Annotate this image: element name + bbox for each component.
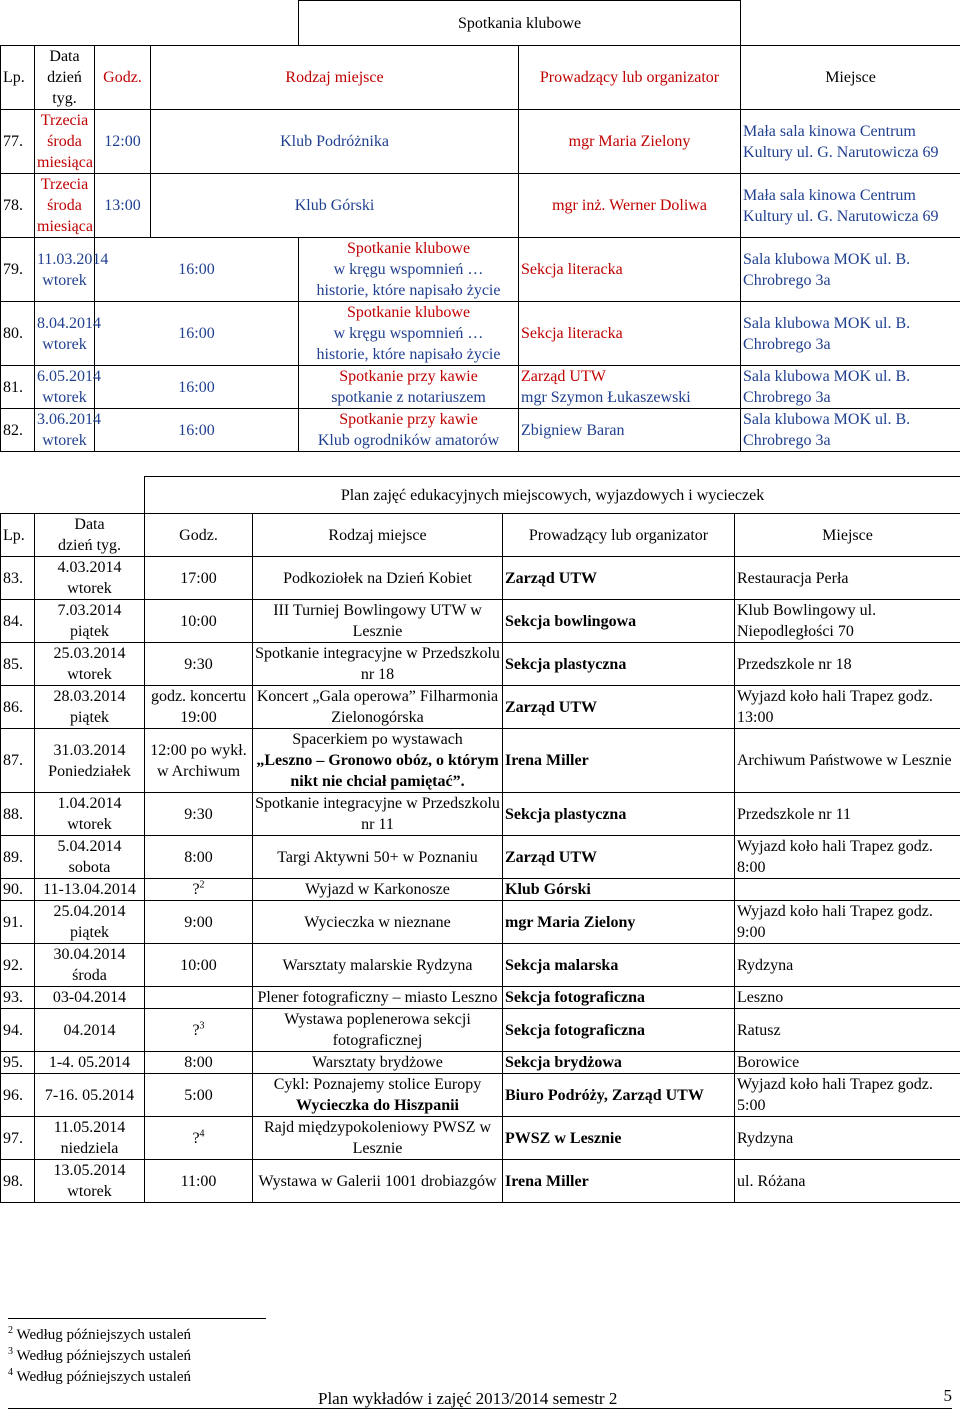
- row-type: Rajd międzypokoleniowy PWSZ w Lesznie: [253, 1117, 503, 1160]
- header-lp: Lp.: [1, 514, 35, 557]
- row-place: Przedszkole nr 18: [735, 643, 960, 686]
- footer-rule: [8, 1408, 952, 1409]
- row-date: 30.04.2014 środa: [35, 944, 145, 987]
- row-type-line2: Klub ogrodników amatorów: [317, 432, 500, 449]
- row-organizer: Sekcja literacka: [519, 302, 741, 366]
- row-time: [145, 879, 253, 901]
- row-type: [299, 409, 519, 452]
- row-type: Warsztaty brydżowe: [253, 1052, 503, 1074]
- row-organizer: Irena Miller: [503, 1160, 735, 1203]
- row-time: 12:00: [95, 110, 151, 174]
- row-type-line3: historie, które napisało życie: [316, 346, 501, 363]
- table-row: [1, 1009, 960, 1052]
- row-time: 11:00: [145, 1160, 253, 1203]
- row-type-line1: Cykl: Poznajemy stolice Europy: [273, 1076, 482, 1093]
- table-row: [1, 600, 960, 643]
- row-organizer: Sekcja fotograficzna: [503, 987, 735, 1009]
- row-number: 83.: [1, 557, 35, 600]
- row-place: [735, 879, 960, 901]
- header-org: Prowadzący lub organizator: [519, 46, 741, 110]
- row-date: Trzecia środa miesiąca: [35, 174, 95, 238]
- row-organizer: Zarząd UTW: [503, 686, 735, 729]
- row-type: Klub Podróżnika: [151, 110, 519, 174]
- row-place: Przedszkole nr 11: [735, 793, 960, 836]
- row-place: Wyjazd koło hali Trapez godz. 13:00: [735, 686, 960, 729]
- section-title: Spotkania klubowe: [299, 1, 741, 46]
- row-type-line2: spotkanie z notariuszem: [331, 389, 486, 406]
- footnote-number: 3: [8, 1346, 13, 1357]
- row-organizer: Biuro Podróży, Zarząd UTW: [503, 1074, 735, 1117]
- row-time: 8:00: [145, 1052, 253, 1074]
- header-type: Rodzaj miejsce: [253, 514, 503, 557]
- row-time: 12:00 po wykł. w Archiwum: [145, 729, 253, 793]
- row-number: 84.: [1, 600, 35, 643]
- row-organizer: PWSZ w Lesznie: [503, 1117, 735, 1160]
- table-row: [1, 793, 960, 836]
- row-time: 10:00: [145, 944, 253, 987]
- row-time: [145, 987, 253, 1009]
- row-place: Sala klubowa MOK ul. B. Chrobrego 3a: [741, 238, 960, 302]
- row-number: 93.: [1, 987, 35, 1009]
- row-type-line1: Spotkanie klubowe: [346, 304, 471, 321]
- row-type-line2: w kręgu wspomnień …: [333, 261, 484, 278]
- row-type: Spotkanie integracyjne w Przedszkolu nr 11: [253, 793, 503, 836]
- row-place: Rydzyna: [735, 944, 960, 987]
- footnote-text: Według późniejszych ustaleń: [16, 1327, 192, 1343]
- row-date: 25.03.2014 wtorek: [35, 643, 145, 686]
- table-row: [1, 409, 960, 452]
- row-type: Podkoziołek na Dzień Kobiet: [253, 557, 503, 600]
- club-meetings-table: [0, 0, 960, 452]
- row-place: Wyjazd koło hali Trapez godz. 9:00: [735, 901, 960, 944]
- row-time: 5:00: [145, 1074, 253, 1117]
- row-date: 3.06.2014 wtorek: [35, 409, 95, 452]
- row-date: 8.04.2014 wtorek: [35, 302, 95, 366]
- row-type: Wyjazd w Karkonosze: [253, 879, 503, 901]
- table-row: [1, 901, 960, 944]
- row-date: 11.05.2014 niedziela: [35, 1117, 145, 1160]
- page-number: 5: [943, 1386, 952, 1405]
- row-number: 77.: [1, 110, 35, 174]
- row-type: Targi Aktywni 50+ w Poznaniu: [253, 836, 503, 879]
- header-time: Godz.: [145, 514, 253, 557]
- row-time: 16:00: [95, 366, 299, 409]
- row-date: 7.03.2014 piątek: [35, 600, 145, 643]
- row-type: Spotkanie integracyjne w Przedszkolu nr 18: [253, 643, 503, 686]
- table-row: [1, 174, 960, 238]
- footnote-text: Według późniejszych ustaleń: [16, 1348, 192, 1364]
- row-time: 13:00: [95, 174, 151, 238]
- row-date: 11-13.04.2014: [35, 879, 145, 901]
- row-type: Plener fotograficzny – miasto Leszno: [253, 987, 503, 1009]
- table-row: [1, 987, 960, 1009]
- footnote-separator: [8, 1318, 266, 1319]
- row-organizer-line1: Zarząd UTW: [521, 368, 606, 385]
- header-time: Godz.: [95, 46, 151, 110]
- row-date: 04.2014: [35, 1009, 145, 1052]
- row-type-line1: Spotkanie klubowe: [346, 240, 471, 257]
- table-row: [1, 729, 960, 793]
- table-row: [1, 1160, 960, 1203]
- row-organizer: Sekcja fotograficzna: [503, 1009, 735, 1052]
- row-time: 9:00: [145, 901, 253, 944]
- row-place: Wyjazd koło hali Trapez godz. 8:00: [735, 836, 960, 879]
- row-type: [299, 302, 519, 366]
- table-row: [1, 836, 960, 879]
- row-time-value: ?: [192, 1021, 200, 1039]
- row-time: godz. koncertu 19:00: [145, 686, 253, 729]
- row-date: 5.04.2014 sobota: [35, 836, 145, 879]
- section-title: Plan zajęć edukacyjnych miejscowych, wyjazdowych i wycieczek: [145, 477, 960, 514]
- footnote: [8, 1346, 191, 1366]
- table-row: [1, 643, 960, 686]
- footnote-ref: 2: [199, 879, 205, 891]
- row-date: 13.05.2014 wtorek: [35, 1160, 145, 1203]
- row-date: 7-16. 05.2014: [35, 1074, 145, 1117]
- row-organizer: mgr Maria Zielony: [503, 901, 735, 944]
- row-type-line1: Spotkanie przy kawie: [339, 411, 478, 428]
- row-number: 80.: [1, 302, 35, 366]
- row-place: Sala klubowa MOK ul. B. Chrobrego 3a: [741, 366, 960, 409]
- row-time: 16:00: [95, 302, 299, 366]
- row-organizer: Zbigniew Baran: [519, 409, 741, 452]
- table-row: [1, 302, 960, 366]
- table-row: [1, 686, 960, 729]
- row-number: 90.: [1, 879, 35, 901]
- row-place: Mała sala kinowa Centrum Kultury ul. G. Narutowicza 69: [741, 174, 960, 238]
- row-number: 97.: [1, 1117, 35, 1160]
- row-type-line2: Wycieczka do Hiszpanii: [296, 1097, 459, 1114]
- row-time: 8:00: [145, 836, 253, 879]
- row-place: Sala klubowa MOK ul. B. Chrobrego 3a: [741, 302, 960, 366]
- row-number: 85.: [1, 643, 35, 686]
- row-date: Trzecia środa miesiąca: [35, 110, 95, 174]
- row-number: 92.: [1, 944, 35, 987]
- row-organizer-line2: mgr Szymon Łukaszewski: [521, 389, 691, 406]
- row-time: [145, 1009, 253, 1052]
- row-organizer: mgr inż. Werner Doliwa: [519, 174, 741, 238]
- table-row: [1, 1074, 960, 1117]
- row-place: Mała sala kinowa Centrum Kultury ul. G. Narutowicza 69: [741, 110, 960, 174]
- education-plan-table: [0, 476, 960, 1203]
- row-type-line2: „Leszno – Gronowo obóz, o którym nikt nie chciał pamiętać”.: [256, 752, 499, 790]
- header-date: Data dzień tyg.: [35, 514, 145, 557]
- row-time: 9:30: [145, 643, 253, 686]
- header-lp: Lp.: [1, 46, 35, 110]
- footnote-number: 4: [8, 1367, 13, 1378]
- row-number: 94.: [1, 1009, 35, 1052]
- row-date: 25.04.2014 piątek: [35, 901, 145, 944]
- row-type-line3: historie, które napisało życie: [316, 282, 501, 299]
- row-place: Rydzyna: [735, 1117, 960, 1160]
- footnote-number: 2: [8, 1325, 13, 1336]
- row-number: 96.: [1, 1074, 35, 1117]
- row-type-line2: w kręgu wspomnień …: [333, 325, 484, 342]
- row-type: [299, 366, 519, 409]
- row-type-line1: Spotkanie przy kawie: [339, 368, 478, 385]
- row-type: Wystawa w Galerii 1001 drobiazgów: [253, 1160, 503, 1203]
- page-footer: Plan wykładów i zajęć 2013/2014 semestr 2: [318, 1389, 618, 1408]
- row-date: 28.03.2014 piątek: [35, 686, 145, 729]
- row-time: 16:00: [95, 238, 299, 302]
- row-number: 86.: [1, 686, 35, 729]
- header-date: Data dzień tyg.: [35, 46, 95, 110]
- row-type: [253, 729, 503, 793]
- row-number: 81.: [1, 366, 35, 409]
- table-row: [1, 879, 960, 901]
- row-number: 87.: [1, 729, 35, 793]
- row-time-value: ?: [192, 881, 200, 898]
- table-row: [1, 1052, 960, 1074]
- row-time: 9:30: [145, 793, 253, 836]
- footnote-text: Według późniejszych ustaleń: [16, 1369, 192, 1385]
- row-number: 88.: [1, 793, 35, 836]
- row-date: 4.03.2014 wtorek: [35, 557, 145, 600]
- row-date: 6.05.2014 wtorek: [35, 366, 95, 409]
- row-time: 16:00: [95, 409, 299, 452]
- row-type: Klub Górski: [151, 174, 519, 238]
- row-number: 82.: [1, 409, 35, 452]
- row-time-value: ?: [192, 1129, 200, 1147]
- row-organizer: [519, 366, 741, 409]
- row-organizer: Sekcja literacka: [519, 238, 741, 302]
- row-place: Leszno: [735, 987, 960, 1009]
- row-organizer: Sekcja brydżowa: [503, 1052, 735, 1074]
- row-organizer: Sekcja plastyczna: [503, 793, 735, 836]
- row-type: Warsztaty malarskie Rydzyna: [253, 944, 503, 987]
- row-number: 98.: [1, 1160, 35, 1203]
- row-type: Koncert „Gala operowa” Filharmonia Zielonogórska: [253, 686, 503, 729]
- row-type: [299, 238, 519, 302]
- row-place: Restauracja Perła: [735, 557, 960, 600]
- table-row: [1, 238, 960, 302]
- footnote-ref: 4: [199, 1128, 205, 1140]
- row-number: 91.: [1, 901, 35, 944]
- row-organizer: Sekcja malarska: [503, 944, 735, 987]
- row-place: Archiwum Państwowe w Lesznie: [735, 729, 960, 793]
- row-type: Wystawa poplenerowa sekcji fotograficznej: [253, 1009, 503, 1052]
- footnote: [8, 1325, 191, 1345]
- table-row: [1, 944, 960, 987]
- row-organizer: Sekcja plastyczna: [503, 643, 735, 686]
- row-time: 17:00: [145, 557, 253, 600]
- row-organizer: Sekcja bowlingowa: [503, 600, 735, 643]
- row-place: Sala klubowa MOK ul. B. Chrobrego 3a: [741, 409, 960, 452]
- row-date: 31.03.2014 Poniedziałek: [35, 729, 145, 793]
- row-time: 10:00: [145, 600, 253, 643]
- row-date: 11.03.2014 wtorek: [35, 238, 95, 302]
- table-row: [1, 557, 960, 600]
- row-place: ul. Różana: [735, 1160, 960, 1203]
- row-organizer: Zarząd UTW: [503, 557, 735, 600]
- row-time: [145, 1117, 253, 1160]
- row-organizer: mgr Maria Zielony: [519, 110, 741, 174]
- row-type-line1: Spacerkiem po wystawach: [292, 731, 463, 748]
- header-place: Miejsce: [735, 514, 960, 557]
- header-type: Rodzaj miejsce: [151, 46, 519, 110]
- row-date: 03-04.2014: [35, 987, 145, 1009]
- header-org: Prowadzący lub organizator: [503, 514, 735, 557]
- header-place: Miejsce: [741, 46, 960, 110]
- row-place: Borowice: [735, 1052, 960, 1074]
- row-date: 1-4. 05.2014: [35, 1052, 145, 1074]
- row-type: III Turniej Bowlingowy UTW w Lesznie: [253, 600, 503, 643]
- table-row: [1, 1117, 960, 1160]
- row-number: 79.: [1, 238, 35, 302]
- footnote: [8, 1367, 191, 1387]
- row-type: Wycieczka w nieznane: [253, 901, 503, 944]
- row-number: 89.: [1, 836, 35, 879]
- row-date: 1.04.2014 wtorek: [35, 793, 145, 836]
- row-type: [253, 1074, 503, 1117]
- footnote-ref: 3: [199, 1020, 205, 1032]
- row-place: Klub Bowlingowy ul. Niepodległości 70: [735, 600, 960, 643]
- row-organizer: Zarząd UTW: [503, 836, 735, 879]
- row-number: 78.: [1, 174, 35, 238]
- row-place: Wyjazd koło hali Trapez godz. 5:00: [735, 1074, 960, 1117]
- row-place: Ratusz: [735, 1009, 960, 1052]
- row-organizer: Irena Miller: [503, 729, 735, 793]
- row-organizer: Klub Górski: [503, 879, 735, 901]
- row-number: 95.: [1, 1052, 35, 1074]
- table-row: [1, 110, 960, 174]
- table-row: [1, 366, 960, 409]
